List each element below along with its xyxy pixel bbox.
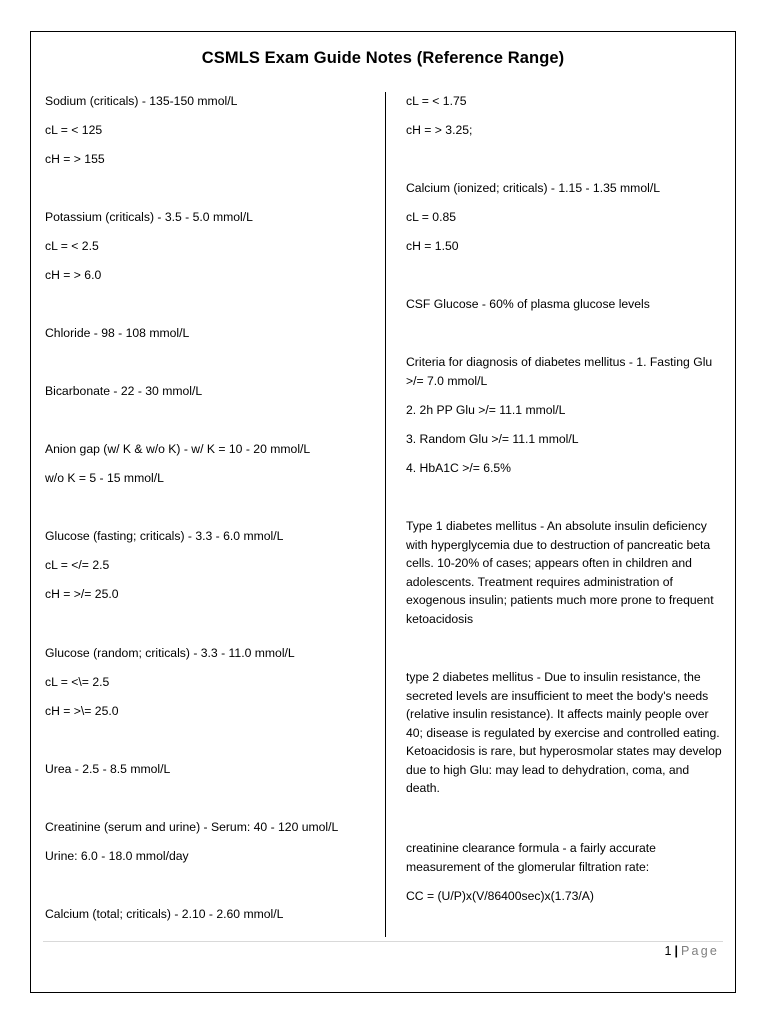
note-line: cH = > 155 — [45, 152, 105, 166]
note-paragraph: Criteria for diagnosis of diabetes mellitus - 1. Fasting Glu >/= 7.0 mmol/L — [406, 355, 713, 388]
note-line: 2. 2h PP Glu >/= 11.1 mmol/L — [406, 403, 566, 417]
note-line: w/o K = 5 - 15 mmol/L — [45, 471, 164, 485]
note-line: Glucose (random; criticals) - 3.3 - 11.0 mmol/L — [45, 646, 295, 660]
note-line: cL = < 2.5 — [45, 239, 99, 253]
note-line: cL = < 1.75 — [406, 94, 467, 108]
note-line: cH = > 3.25; — [406, 123, 473, 137]
note-line: Chloride - 98 - 108 mmol/L — [45, 326, 190, 340]
note-line: cL = <\= 2.5 — [45, 675, 110, 689]
footer-rule — [43, 941, 723, 942]
note-line: Glucose (fasting; criticals) - 3.3 - 6.0 mmol/L — [45, 529, 284, 543]
note-line: cL = 0.85 — [406, 210, 457, 224]
page-footer — [665, 944, 719, 958]
note-line: CC = (U/P)x(V/86400sec)x(1.73/A) — [406, 889, 594, 903]
note-line: cH = >/= 25.0 — [45, 587, 119, 601]
note-line: Calcium (ionized; criticals) - 1.15 - 1.35 mmol/L — [406, 181, 660, 195]
note-line: Anion gap (w/ K & w/o K) - w/ K = 10 - 20 mmol/L — [45, 442, 311, 456]
note-line: CSF Glucose - 60% of plasma glucose levels — [406, 297, 650, 311]
note-line: Creatinine (serum and urine) - Serum: 40 - 120 umol/L — [45, 820, 339, 834]
note-line: Calcium (total; criticals) - 2.10 - 2.60 mmol/L — [45, 907, 284, 921]
note-line: cH = 1.50 — [406, 239, 459, 253]
note-line: 4. HbA1C >/= 6.5% — [406, 461, 512, 475]
page-number: 1 — [664, 944, 672, 958]
footer-separator: | — [674, 944, 678, 958]
note-line: Urine: 6.0 - 18.0 mmol/day — [45, 849, 189, 863]
note-line: cH = >\= 25.0 — [45, 704, 119, 718]
note-paragraph: creatinine clearance formula - a fairly accurate measurement of the glomerular filtration rate: — [406, 841, 656, 874]
note-line: Sodium (criticals) - 135-150 mmol/L — [45, 94, 238, 108]
note-line: Urea - 2.5 - 8.5 mmol/L — [45, 762, 171, 776]
note-paragraph: type 2 diabetes mellitus - Due to insulin resistance, the secreted levels are insufficient to meet the body's needs (relative insulin resistance). It affects mainly people over 40; disease is regulated by exercise and controlled eating. Ketoacidosis is rare, but hyperosmolar states may develop due to high Glu: may lead to dehydration, coma, and death. — [406, 670, 722, 795]
note-line: cL = </= 2.5 — [45, 558, 110, 572]
note-line: 3. Random Glu >/= 11.1 mmol/L — [406, 432, 579, 446]
document-page — [30, 31, 736, 993]
note-paragraph: Type 1 diabetes mellitus - An absolute insulin deficiency with hyperglycemia due to destruction of pancreatic beta cells. 10-20% of cases; appears often in children and adolescents. Treatment requires administration of exogenous insulin; patients much more prone to frequent ketoacidosis — [406, 519, 714, 626]
note-line: cH = > 6.0 — [45, 268, 102, 282]
note-line: Bicarbonate - 22 - 30 mmol/L — [45, 384, 203, 398]
note-line: cL = < 125 — [45, 123, 103, 137]
column-divider — [385, 92, 386, 937]
document-title: CSMLS Exam Guide Notes (Reference Range) — [201, 49, 565, 67]
page-word: Page — [681, 944, 719, 958]
note-line: Potassium (criticals) - 3.5 - 5.0 mmol/L — [45, 210, 253, 224]
